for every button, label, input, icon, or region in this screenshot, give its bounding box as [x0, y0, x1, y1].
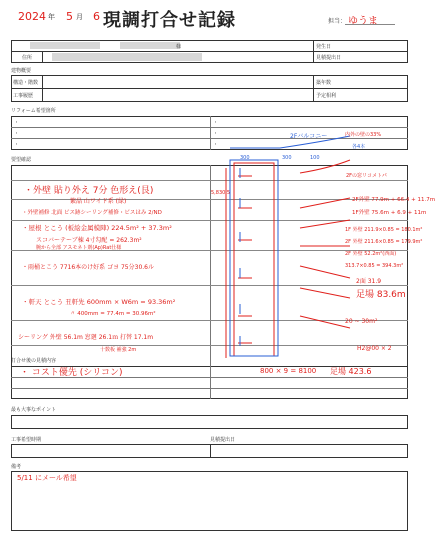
customer-right-divider [313, 40, 314, 63]
age-label: 築年数 [316, 80, 332, 86]
estimate-date-label: 見積提出日 [316, 55, 342, 61]
date-month: 5 [66, 10, 73, 23]
confirm-item-2: 繁晶 山ワイド系 (緑) [70, 198, 127, 205]
sketch-label-8: 足場 83.6m [356, 290, 406, 300]
confirm-item-1: ・外壁 貼り外え 7分 色形え(艮) [24, 186, 154, 196]
sketch-label-18: 5,830.5 [211, 190, 231, 196]
estimate-item-3: 足場 423.6 [330, 367, 372, 376]
page-title: 現調打合せ記録 [103, 10, 236, 31]
staff-underline [345, 24, 395, 25]
confirm-item-7: ・雨桶とこう 7716本のけ好系 ゴヨ 75分30.6ル [22, 264, 154, 271]
confirm-section-title: 要望確認 [11, 157, 32, 163]
sketch-label-12: 内外の壁の33% [345, 132, 382, 138]
priority-section-title: 最も大事なポイント [11, 407, 57, 413]
confirm-item-5: スコバーテーブ棟 4寸勾配 = 262.3m² [36, 237, 142, 244]
address-label: 住所 [22, 55, 33, 61]
confirm-item-8: ・軒天 とこう 丑軒先 600mm × W6m = 93.36m² [22, 298, 176, 306]
year-unit: 年 [48, 13, 55, 21]
sketch-inner-outline [230, 160, 278, 356]
estimate-item-2: 800 × 9 = 8100 [260, 367, 317, 375]
timing-divider [210, 444, 211, 458]
remarks-section-title: 備考 [11, 464, 22, 470]
sketch-leader-lines [300, 160, 350, 328]
date-year: 2024 [18, 10, 46, 23]
confirm-item-11: 十数板 補強 2m [100, 347, 137, 353]
customer-name-redacted-2 [120, 42, 180, 49]
order-date-label: 発生日 [316, 44, 332, 50]
sketch-label-3: 1F 外壁 211.9×0.85 = 180.1m² [345, 227, 423, 233]
reform-bullet-2: ・ [14, 131, 20, 137]
sketch-label-14: 2Fの窓リコメトパ [346, 173, 387, 179]
reform-bullet-3: ・ [14, 142, 20, 148]
confirm-item-4: ・屋根 とこう (板絵金属模陣) 224.5m² + 37.3m² [22, 224, 172, 232]
sketch-label-13: 各4本 [352, 144, 366, 150]
sketch-label-10: H2@00 × 2 [357, 345, 392, 352]
date-day: 6 [93, 10, 100, 23]
reform-bullet-1: ・ [14, 120, 20, 126]
month-unit: 月 [76, 13, 83, 21]
address-label-divider [42, 51, 43, 63]
sketch-label-7: 2面 31.9 [356, 278, 382, 285]
sketch-label-6: 313.7×0.85 = 394.3m² [345, 263, 404, 269]
sketch-building-outline [234, 163, 274, 356]
sketch-label-1: 2F外壁 77.9m + 66.4 + 11.7m [352, 197, 435, 203]
reform-bullet-6: ・ [213, 142, 219, 148]
sketch-label-9: 20 ~ 30m² [345, 318, 378, 325]
budget-label: 予定相利 [316, 93, 337, 99]
sketch-label-15: 300 [240, 155, 250, 161]
structure-label: 構造・階数 [13, 80, 39, 86]
address-redacted [52, 53, 202, 61]
sketch-label-11: 2Fバルコニー [290, 133, 328, 140]
building-section-title: 建物概要 [11, 68, 32, 74]
building-right-divider [313, 75, 314, 102]
confirm-item-6: 腕から全部 アスモネト剤(Ap)Rat仕様 [36, 245, 122, 251]
staff-value: ゆうま [348, 16, 378, 27]
remarks-note: 5/11 にメール希望 [17, 474, 77, 482]
sketch-label-17: 100 [310, 155, 320, 161]
building-left-divider [42, 75, 43, 102]
customer-name-redacted [30, 42, 100, 49]
estimate-center-divider [210, 366, 211, 399]
honorific: 様 [176, 44, 182, 50]
history-label: 工事履歴 [13, 93, 34, 99]
confirm-item-3: ・外壁補修 北面 ビス跡シーリング補修・ビスはみ 2/ND [22, 210, 162, 216]
confirm-item-9: 〃 400mm = 77.4m = 30.96m² [70, 311, 156, 317]
reform-section-title: リフォーム希望箇所 [11, 108, 56, 114]
timing-estimate-label: 見積提出日 [210, 437, 236, 443]
estimate-section-title: 打合せ後の見積内容 [11, 358, 57, 364]
sketch-label-5: 2F 外壁 52.2m²(西面) [345, 251, 397, 257]
sketch-label-16: 300 [282, 155, 292, 161]
building-divider [11, 88, 408, 89]
period-label: 工事希望時期 [11, 437, 42, 443]
sketch-label-2: 1F外壁 75.6m + 6.9 + 11m [352, 210, 427, 216]
sketch-label-4: 2F 外壁 211.6×0.85 = 179.9m² [345, 239, 423, 245]
estimate-item-1: ・ コスト優先 (シリコン) [20, 368, 123, 378]
reform-bullet-4: ・ [213, 120, 219, 126]
confirm-item-10: シーリング 外壁 56.1m 窓廻 26.1ｍ 打替 17.1m [18, 334, 154, 341]
priority-box [11, 415, 408, 429]
customer-divider [11, 51, 408, 52]
reform-bullet-5: ・ [213, 131, 219, 137]
elevation-sketch [200, 128, 410, 368]
staff-label: 担当： [328, 18, 347, 25]
